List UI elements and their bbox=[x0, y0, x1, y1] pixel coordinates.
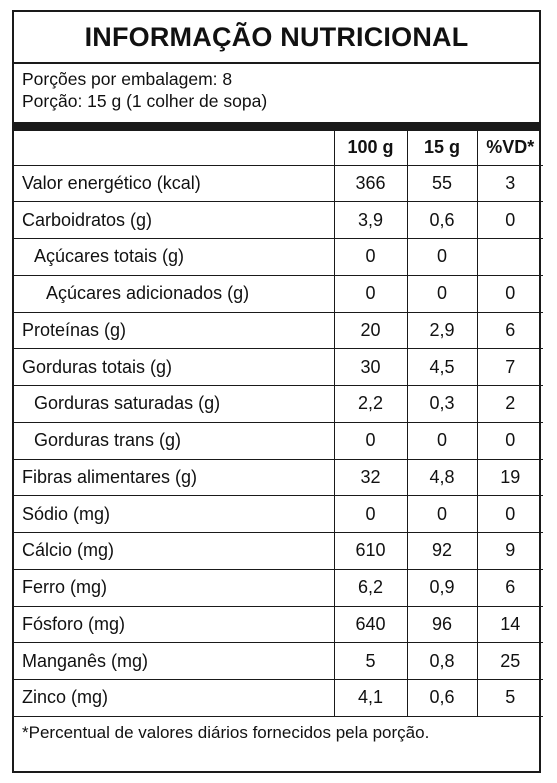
value-vd: 6 bbox=[477, 312, 543, 349]
table-row bbox=[14, 459, 543, 496]
table-row bbox=[14, 680, 543, 717]
value-vd: 3 bbox=[477, 165, 543, 202]
table-row bbox=[14, 606, 543, 643]
value-100g: 0 bbox=[334, 496, 407, 533]
thick-divider bbox=[14, 122, 539, 131]
value-15g: 2,9 bbox=[407, 312, 477, 349]
value-vd: 0 bbox=[477, 422, 543, 459]
value-vd: 6 bbox=[477, 569, 543, 606]
nutrient-name: Gorduras trans (g) bbox=[14, 422, 334, 459]
table-row bbox=[14, 165, 543, 202]
value-15g: 96 bbox=[407, 606, 477, 643]
table-row bbox=[14, 202, 543, 239]
value-100g: 610 bbox=[334, 533, 407, 570]
value-15g: 4,5 bbox=[407, 349, 477, 386]
footnote: *Percentual de valores diários fornecidos pela porção. bbox=[22, 722, 430, 742]
value-100g: 2,2 bbox=[334, 386, 407, 423]
portion-size: Porção: 15 g (1 colher de sopa) bbox=[22, 91, 268, 111]
nutrient-name: Fibras alimentares (g) bbox=[14, 459, 334, 496]
nutrition-facts-label bbox=[12, 10, 541, 773]
value-15g: 92 bbox=[407, 533, 477, 570]
nutrient-name: Valor energético (kcal) bbox=[14, 165, 334, 202]
value-100g: 640 bbox=[334, 606, 407, 643]
value-vd: 9 bbox=[477, 533, 543, 570]
value-vd: 25 bbox=[477, 643, 543, 680]
nutrient-table bbox=[14, 131, 543, 717]
table-header-row bbox=[14, 131, 543, 165]
table-row bbox=[14, 312, 543, 349]
value-15g: 0,6 bbox=[407, 680, 477, 717]
value-vd: 0 bbox=[477, 275, 543, 312]
value-15g: 0 bbox=[407, 422, 477, 459]
value-100g: 20 bbox=[334, 312, 407, 349]
value-100g: 5 bbox=[334, 643, 407, 680]
value-15g: 0 bbox=[407, 239, 477, 276]
value-15g: 0,9 bbox=[407, 569, 477, 606]
value-15g: 0,8 bbox=[407, 643, 477, 680]
table-row bbox=[14, 496, 543, 533]
value-100g: 4,1 bbox=[334, 680, 407, 717]
value-100g: 0 bbox=[334, 239, 407, 276]
nutrient-name: Cálcio (mg) bbox=[14, 533, 334, 570]
nutrient-name: Gorduras saturadas (g) bbox=[14, 386, 334, 423]
value-vd: 5 bbox=[477, 680, 543, 717]
value-100g: 366 bbox=[334, 165, 407, 202]
label-title: INFORMAÇÃO NUTRICIONAL bbox=[14, 12, 539, 64]
table-row bbox=[14, 422, 543, 459]
value-15g: 0 bbox=[407, 275, 477, 312]
nutrient-name: Proteínas (g) bbox=[14, 312, 334, 349]
table-row bbox=[14, 386, 543, 423]
header-nutrient bbox=[14, 131, 334, 165]
value-vd: 14 bbox=[477, 606, 543, 643]
value-vd: 0 bbox=[477, 496, 543, 533]
table-row bbox=[14, 239, 543, 276]
value-100g: 32 bbox=[334, 459, 407, 496]
value-15g: 0,6 bbox=[407, 202, 477, 239]
value-15g: 0,3 bbox=[407, 386, 477, 423]
nutrient-name: Ferro (mg) bbox=[14, 569, 334, 606]
value-vd: 19 bbox=[477, 459, 543, 496]
nutrient-name: Fósforo (mg) bbox=[14, 606, 334, 643]
nutrient-name: Carboidratos (g) bbox=[14, 202, 334, 239]
table-row bbox=[14, 349, 543, 386]
table-row bbox=[14, 533, 543, 570]
table-row bbox=[14, 643, 543, 680]
nutrient-name: Açúcares adicionados (g) bbox=[14, 275, 334, 312]
servings-per-package: Porções por embalagem: 8 bbox=[22, 69, 233, 89]
nutrient-name: Gorduras totais (g) bbox=[14, 349, 334, 386]
value-100g: 0 bbox=[334, 422, 407, 459]
table-row bbox=[14, 275, 543, 312]
table-row bbox=[14, 569, 543, 606]
value-vd: 0 bbox=[477, 202, 543, 239]
value-100g: 0 bbox=[334, 275, 407, 312]
nutrient-name: Manganês (mg) bbox=[14, 643, 334, 680]
header-15g: 15 g bbox=[407, 131, 477, 165]
value-15g: 55 bbox=[407, 165, 477, 202]
nutrient-name: Açúcares totais (g) bbox=[14, 239, 334, 276]
value-100g: 30 bbox=[334, 349, 407, 386]
value-vd: 2 bbox=[477, 386, 543, 423]
nutrient-name: Sódio (mg) bbox=[14, 496, 334, 533]
header-vd: %VD* bbox=[477, 131, 543, 165]
value-vd bbox=[477, 239, 543, 276]
value-100g: 6,2 bbox=[334, 569, 407, 606]
value-15g: 4,8 bbox=[407, 459, 477, 496]
nutrient-name: Zinco (mg) bbox=[14, 680, 334, 717]
value-100g: 3,9 bbox=[334, 202, 407, 239]
serving-info bbox=[14, 64, 539, 122]
value-vd: 7 bbox=[477, 349, 543, 386]
value-15g: 0 bbox=[407, 496, 477, 533]
header-100g: 100 g bbox=[334, 131, 407, 165]
